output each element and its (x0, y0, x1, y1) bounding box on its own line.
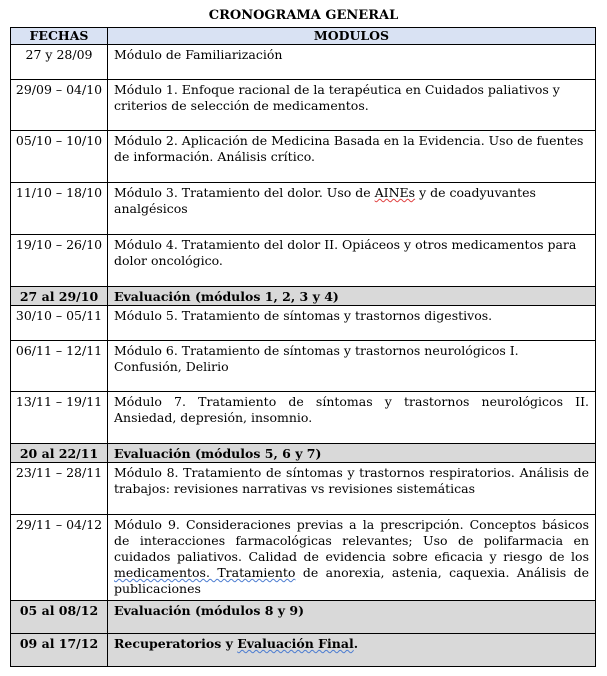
evaluation-row (11, 634, 596, 667)
row-text: Módulo 4. Tratamiento del dolor II. Opiáceos y otros medicamentos para dolor oncológico. (108, 235, 596, 287)
row-date: 05/10 – 10/10 (11, 131, 108, 183)
row-date: 19/10 – 26/10 (11, 235, 108, 287)
row-text: Módulo 8. Tratamiento de síntomas y trastornos respiratorios. Análisis de trabajos: revisiones narrativas vs revisiones sistemáticas (108, 463, 596, 515)
table-row (11, 45, 596, 80)
row-text: Módulo 5. Tratamiento de síntomas y trastornos digestivos. (108, 306, 596, 341)
evaluation-row (11, 601, 596, 634)
table-row (11, 306, 596, 341)
header-dates: FECHAS (11, 28, 108, 45)
row-text-part: Módulo 9. Consideraciones previas a la prescripción. Conceptos básicos de interacciones farmacológicas relevantes; Uso de polifarmacia en cuidados paliativos. Calidad de evidencia sobre eficacia y riesgo de los (114, 517, 589, 564)
row-text (108, 634, 596, 667)
header-modules: MODULOS (108, 28, 596, 45)
row-date: 11/10 – 18/10 (11, 183, 108, 235)
row-text: Evaluación (módulos 8 y 9) (108, 601, 596, 634)
row-date: 29/11 – 04/12 (11, 515, 108, 601)
row-date: 27 al 29/10 (11, 287, 108, 306)
document-title: CRONOGRAMA GENERAL (208, 8, 399, 23)
row-text-part: Módulo 3. Tratamiento del dolor. Uso de (114, 185, 375, 200)
row-text: Módulo 7. Tratamiento de síntomas y trastornos neurológicos II. Ansiedad, depresión, insomnio. (108, 392, 596, 444)
table-row (11, 463, 596, 515)
row-text-part: de anorexia, astenia, caquexia. Análisis de publicaciones (114, 565, 589, 596)
row-date: 29/09 – 04/10 (11, 80, 108, 131)
row-text-part: Recuperatorios y (114, 636, 238, 651)
row-text-part: y de coadyuvantes analgésicos (114, 185, 536, 216)
schedule-table (10, 27, 596, 667)
grammar-check-phrase: medicamentos. Tratamiento (114, 565, 296, 580)
row-date: 13/11 – 19/11 (11, 392, 108, 444)
row-date: 23/11 – 28/11 (11, 463, 108, 515)
spellcheck-word: AINEs (374, 185, 416, 200)
row-text: Módulo de Familiarización (108, 45, 596, 80)
row-text: Módulo 1. Enfoque racional de la terapéutica en Cuidados paliativos y criterios de selección de medicamentos. (108, 80, 596, 131)
row-date: 27 y 28/09 (11, 45, 108, 80)
table-header-row (11, 28, 596, 45)
table-row (11, 341, 596, 392)
row-date: 09 al 17/12 (11, 634, 108, 667)
table-row (11, 131, 596, 183)
row-date: 30/10 – 05/11 (11, 306, 108, 341)
row-text: Módulo 2. Aplicación de Medicina Basada en la Evidencia. Uso de fuentes de información. Análisis crítico. (108, 131, 596, 183)
row-date: 20 al 22/11 (11, 444, 108, 463)
row-text: Módulo 6. Tratamiento de síntomas y trastornos neurológicos I. Confusión, Delirio (108, 341, 596, 392)
table-row (11, 515, 596, 601)
row-date: 05 al 08/12 (11, 601, 108, 634)
row-text: Evaluación (módulos 5, 6 y 7) (108, 444, 596, 463)
evaluation-row (11, 444, 596, 463)
row-text (108, 183, 596, 235)
table-row (11, 392, 596, 444)
row-text: Evaluación (módulos 1, 2, 3 y 4) (108, 287, 596, 306)
table-row (11, 235, 596, 287)
grammar-check-phrase: Evaluación Final (237, 636, 354, 651)
row-text (108, 515, 596, 601)
row-text-part: . (353, 636, 359, 651)
table-row (11, 80, 596, 131)
evaluation-row (11, 287, 596, 306)
table-row (11, 183, 596, 235)
row-date: 06/11 – 12/11 (11, 341, 108, 392)
